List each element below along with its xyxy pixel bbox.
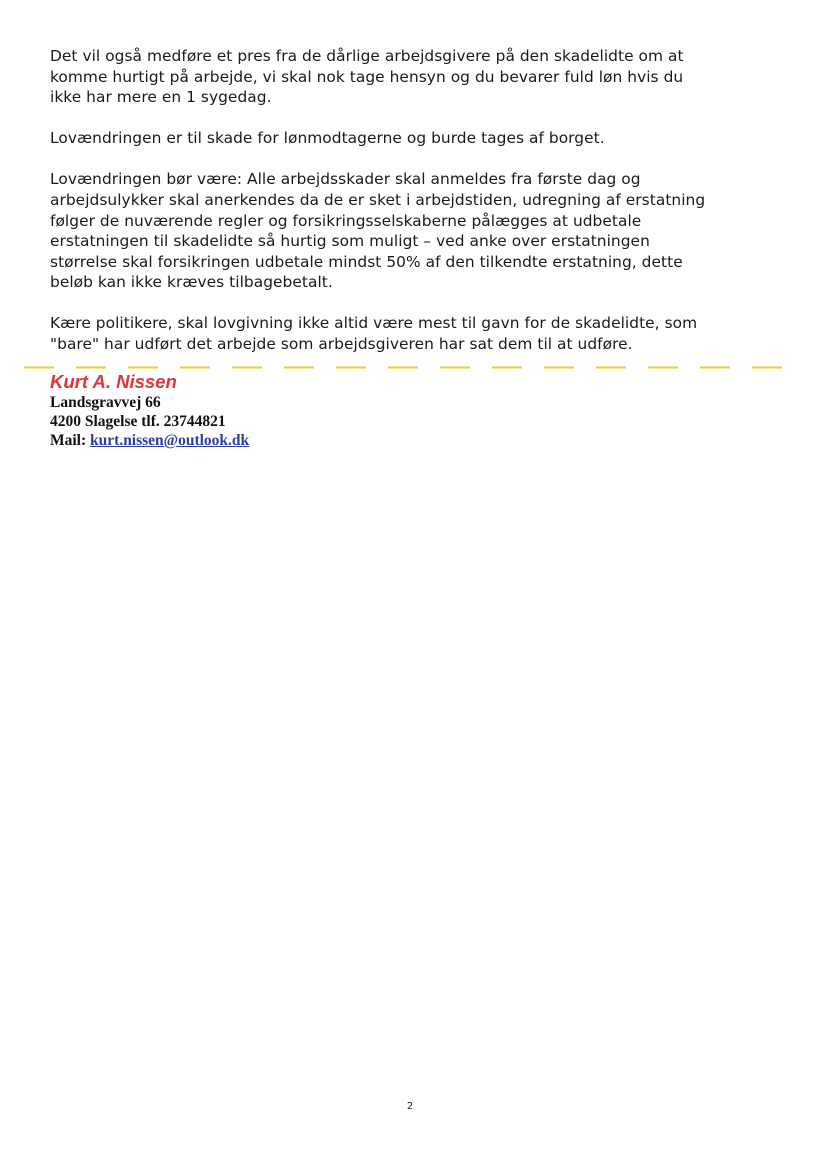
- paragraph-2-line-1: Lovændringen er til skade for lønmodtagerne og burde tages af borget.: [50, 129, 605, 148]
- paragraph-1: [50, 46, 770, 108]
- paragraph-1-line-1: Det vil også medføre et pres fra de dårlige arbejdsgivere på den skadelidte om at: [50, 47, 684, 65]
- paragraph-3-line-4: erstatningen til skadelidte så hurtig som muligt – ved anke over erstatningen: [50, 232, 650, 251]
- signature-mail-line: [50, 431, 249, 450]
- paragraph-3-line-1: Lovændringen bør være: Alle arbejdsskader skal anmeldes fra første dag og: [50, 170, 641, 189]
- paragraph-1-line-2: komme hurtigt på arbejde, vi skal nok tage hensyn og du bevarer fuld løn hvis du: [50, 67, 684, 86]
- paragraph-3-line-2: arbejdsulykker skal anerkendes da de er sket i arbejdstiden, udregning af erstatning: [50, 190, 706, 209]
- page-number: 2: [406, 1101, 414, 1112]
- signature-city-phone: 4200 Slagelse tlf. 23744821: [50, 413, 226, 430]
- email-link[interactable]: kurt.nissen@outlook.dk: [90, 432, 250, 449]
- paragraph-4-line-1: Kære politikere, skal lovgivning ikke altid være mest til gavn for de skadelidte, som: [50, 314, 698, 333]
- paragraph-4-line-2: "bare" har udført det arbejde som arbejdsgiveren har sat dem til at udføre.: [50, 335, 633, 354]
- paragraph-3-line-3: følger de nuværende regler og forsikringsselskaberne pålægges at udbetale: [50, 211, 642, 230]
- paragraph-3: [50, 169, 770, 293]
- letter-body: [50, 46, 770, 375]
- signature-mail-label: Mail:: [50, 432, 91, 449]
- paragraph-1-line-3: ikke har mere en 1 sygedag.: [50, 88, 272, 107]
- signature-name: Kurt A. Nissen: [50, 371, 177, 392]
- paragraph-3-line-5: størrelse skal forsikringen udbetale mindst 50% af den tilkendte erstatning, dette: [50, 252, 683, 271]
- paragraph-2: [50, 128, 770, 149]
- signature-block: [50, 371, 249, 450]
- paragraph-3-line-6: beløb kan ikke kræves tilbagebetalt.: [50, 273, 333, 292]
- signature-divider: [24, 366, 794, 369]
- signature-address: Landsgravvej 66: [50, 394, 161, 411]
- paragraph-4: [50, 313, 770, 354]
